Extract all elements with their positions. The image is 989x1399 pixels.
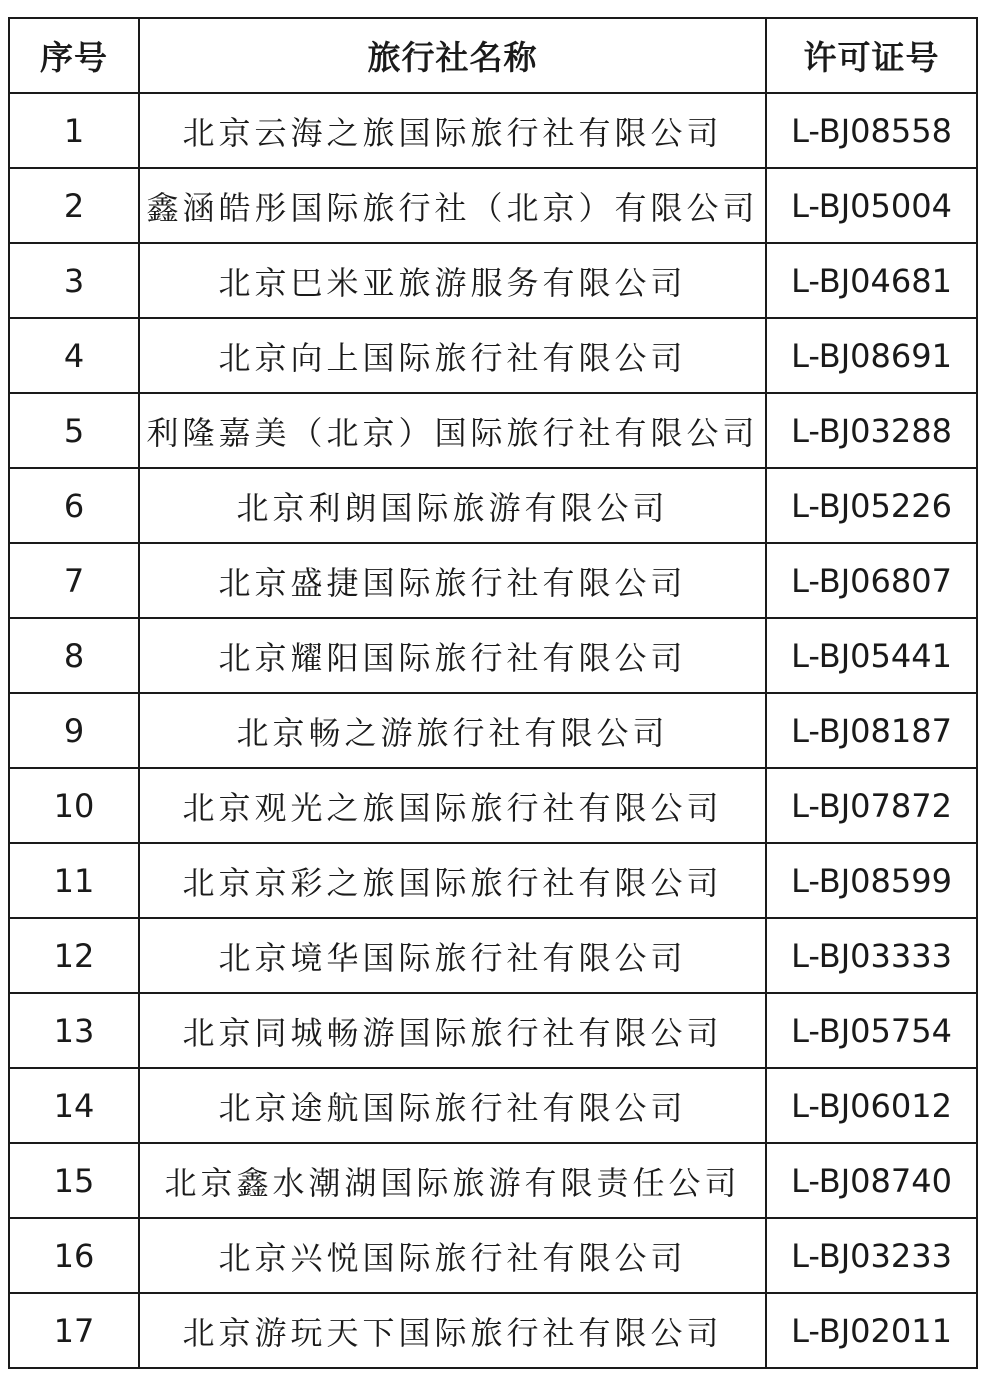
serial-number-cell: 10 xyxy=(9,768,139,843)
license-number-cell: L-BJ05004 xyxy=(766,168,977,243)
license-number-cell: L-BJ07872 xyxy=(766,768,977,843)
agency-name-cell: 北京京彩之旅国际旅行社有限公司 xyxy=(139,843,766,918)
agency-name-cell: 北京耀阳国际旅行社有限公司 xyxy=(139,618,766,693)
license-number-cell: L-BJ06012 xyxy=(766,1068,977,1143)
travel-agency-table xyxy=(8,17,978,1369)
license-number-cell: L-BJ05226 xyxy=(766,468,977,543)
license-number-cell: L-BJ04681 xyxy=(766,243,977,318)
agency-name-cell: 北京境华国际旅行社有限公司 xyxy=(139,918,766,993)
table-row xyxy=(9,1143,977,1218)
table-row xyxy=(9,93,977,168)
license-number-cell: L-BJ08599 xyxy=(766,843,977,918)
license-number-cell: L-BJ08187 xyxy=(766,693,977,768)
table-row xyxy=(9,168,977,243)
license-number-cell: L-BJ03288 xyxy=(766,393,977,468)
header-license-number: 许可证号 xyxy=(766,18,977,93)
serial-number-cell: 1 xyxy=(9,93,139,168)
serial-number-cell: 9 xyxy=(9,693,139,768)
license-number-cell: L-BJ03233 xyxy=(766,1218,977,1293)
agency-name-cell: 北京游玩天下国际旅行社有限公司 xyxy=(139,1293,766,1368)
serial-number-cell: 12 xyxy=(9,918,139,993)
table-row xyxy=(9,618,977,693)
table-header xyxy=(9,18,977,93)
table-row xyxy=(9,318,977,393)
table-row xyxy=(9,1293,977,1368)
serial-number-cell: 14 xyxy=(9,1068,139,1143)
license-number-cell: L-BJ08740 xyxy=(766,1143,977,1218)
serial-number-cell: 7 xyxy=(9,543,139,618)
serial-number-cell: 11 xyxy=(9,843,139,918)
license-number-cell: L-BJ05754 xyxy=(766,993,977,1068)
serial-number-cell: 3 xyxy=(9,243,139,318)
travel-agency-table-container xyxy=(8,17,976,1369)
table-row xyxy=(9,393,977,468)
serial-number-cell: 17 xyxy=(9,1293,139,1368)
license-number-cell: L-BJ02011 xyxy=(766,1293,977,1368)
table-row xyxy=(9,993,977,1068)
agency-name-cell: 北京云海之旅国际旅行社有限公司 xyxy=(139,93,766,168)
agency-name-cell: 利隆嘉美（北京）国际旅行社有限公司 xyxy=(139,393,766,468)
license-number-cell: L-BJ08691 xyxy=(766,318,977,393)
table-body xyxy=(9,93,977,1368)
serial-number-cell: 15 xyxy=(9,1143,139,1218)
agency-name-cell: 北京盛捷国际旅行社有限公司 xyxy=(139,543,766,618)
agency-name-cell: 北京向上国际旅行社有限公司 xyxy=(139,318,766,393)
header-serial-number: 序号 xyxy=(9,18,139,93)
table-row xyxy=(9,468,977,543)
serial-number-cell: 13 xyxy=(9,993,139,1068)
agency-name-cell: 北京兴悦国际旅行社有限公司 xyxy=(139,1218,766,1293)
agency-name-cell: 北京途航国际旅行社有限公司 xyxy=(139,1068,766,1143)
serial-number-cell: 2 xyxy=(9,168,139,243)
table-row xyxy=(9,768,977,843)
serial-number-cell: 6 xyxy=(9,468,139,543)
serial-number-cell: 8 xyxy=(9,618,139,693)
agency-name-cell: 北京畅之游旅行社有限公司 xyxy=(139,693,766,768)
serial-number-cell: 16 xyxy=(9,1218,139,1293)
license-number-cell: L-BJ03333 xyxy=(766,918,977,993)
agency-name-cell: 北京鑫水潮湖国际旅游有限责任公司 xyxy=(139,1143,766,1218)
license-number-cell: L-BJ08558 xyxy=(766,93,977,168)
table-row xyxy=(9,543,977,618)
agency-name-cell: 北京利朗国际旅游有限公司 xyxy=(139,468,766,543)
serial-number-cell: 5 xyxy=(9,393,139,468)
table-row xyxy=(9,1068,977,1143)
table-row xyxy=(9,243,977,318)
table-row xyxy=(9,1218,977,1293)
serial-number-cell: 4 xyxy=(9,318,139,393)
agency-name-cell: 北京巴米亚旅游服务有限公司 xyxy=(139,243,766,318)
agency-name-cell: 北京同城畅游国际旅行社有限公司 xyxy=(139,993,766,1068)
header-agency-name: 旅行社名称 xyxy=(139,18,766,93)
table-row xyxy=(9,918,977,993)
table-row xyxy=(9,843,977,918)
license-number-cell: L-BJ06807 xyxy=(766,543,977,618)
agency-name-cell: 鑫涵皓彤国际旅行社（北京）有限公司 xyxy=(139,168,766,243)
header-row xyxy=(9,18,977,93)
table-row xyxy=(9,693,977,768)
license-number-cell: L-BJ05441 xyxy=(766,618,977,693)
agency-name-cell: 北京观光之旅国际旅行社有限公司 xyxy=(139,768,766,843)
